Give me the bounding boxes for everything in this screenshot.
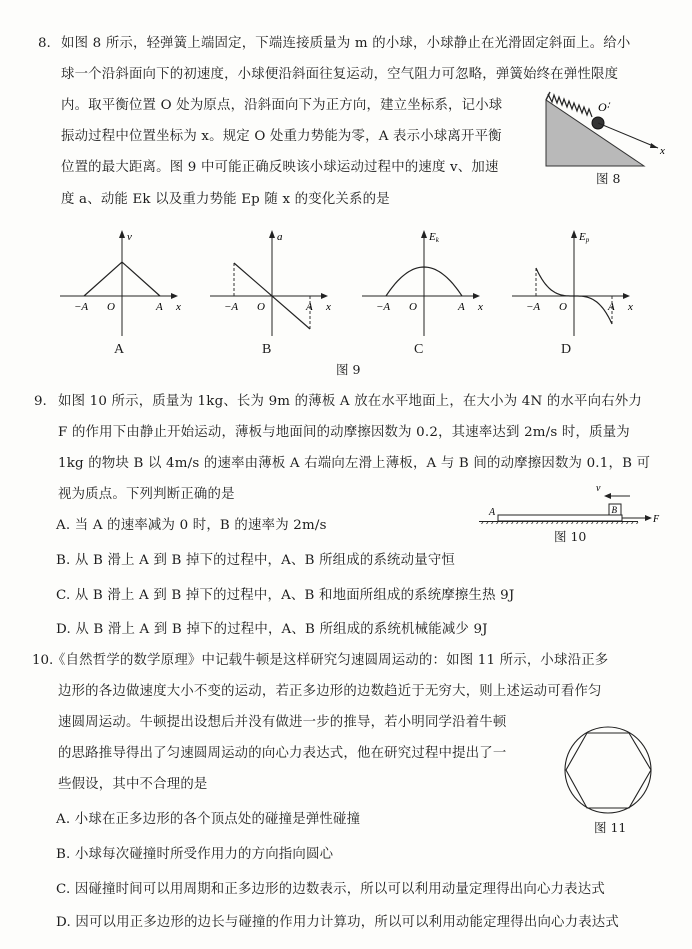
question-text-line: 度 a、动能 Ek 以及重力势能 Ep 随 x 的变化关系的是 (61, 192, 390, 207)
option-label-b: B (262, 342, 272, 357)
x-axis-arrow-icon (171, 293, 178, 299)
question-text-line: 位置的最大距离。图 9 中可能正确反映该小球运动过程中的速度 v、加速 (61, 160, 499, 175)
question-text-line: 边形的各边做速度大小不变的运动，若正多边形的边数趋近于无穷大，则上述运动可看作匀 (58, 684, 602, 699)
option-c: C. 从 B 滑上 A 到 B 掉下的过程中，A、B 和地面所组成的系统摩擦生热 9J (56, 588, 515, 603)
force-arrow-icon (645, 515, 652, 521)
question-text-line: 1kg 的物块 B 以 4m/s 的速率由薄板 A 右端向左滑上薄板，A 与 B 间的动摩擦因数为 0.1，B 可 (58, 456, 651, 471)
hatch-mark (575, 522, 578, 524)
question-text-line: 内。取平衡位置 O 处为原点，沿斜面向下为正方向，建立坐标系，记小球 (61, 98, 503, 113)
question-number: 10. (32, 653, 54, 668)
hatch-mark (610, 522, 613, 524)
option-label-d: D (561, 342, 572, 357)
y-axis-arrow-icon (119, 230, 125, 238)
hatch-mark (620, 522, 623, 524)
option-b: B. 小球每次碰撞时所受作用力的方向指向圆心 (56, 847, 334, 862)
hatch-mark (625, 522, 628, 524)
hatch-mark (525, 522, 528, 524)
hatch-mark (490, 522, 493, 524)
velocity-label: v (596, 483, 601, 494)
hatch-mark (515, 522, 518, 524)
hatch-mark (555, 522, 558, 524)
graph-c (362, 230, 483, 336)
pos-a-tick-label: A (458, 301, 465, 313)
origin-label: O (559, 301, 567, 313)
block-label: B (611, 505, 617, 515)
hatch-mark (530, 522, 533, 524)
question-text-line: 球一个沿斜面向下的初速度，小球便沿斜面往复运动，空气阻力可忽略，弹簧始终在弹性限度 (61, 67, 619, 82)
graph-a (60, 230, 181, 336)
x-axis-label: x (660, 145, 665, 157)
hatch-mark (505, 522, 508, 524)
x-axis-label: x (628, 301, 633, 313)
x-axis-arrow-icon (650, 143, 658, 148)
pos-a-tick-label: A (156, 301, 163, 313)
hatch-mark (520, 522, 523, 524)
question-text-line: 的思路推导得出了匀速圆周运动的向心力表达式，他在研究过程中提出了一 (58, 746, 507, 761)
question-number: 8. (38, 36, 51, 51)
option-d: D. 因可以用正多边形的边长与碰撞的作用力计算功，所以可以利用动能定理得出向心力表达式 (56, 915, 619, 930)
velocity-arrow-icon (604, 493, 611, 499)
hatch-mark (615, 522, 618, 524)
question-text-line: 振动过程中位置坐标为 x。规定 O 处重力势能为零，A 表示小球离开平衡 (61, 129, 502, 144)
hatch-mark (630, 522, 633, 524)
option-label-c: C (414, 342, 424, 357)
ground-hatching (480, 522, 638, 524)
figure-8-caption: 图 8 (596, 171, 621, 186)
hatch-mark (480, 522, 483, 524)
figure-10-plank (476, 482, 666, 524)
question-text-line: 速圆周运动。牛顿提出设想后并没有做进一步的推导，若小明同学沿着牛顿 (58, 715, 507, 730)
equilibrium-marker (608, 102, 610, 108)
hatch-mark (545, 522, 548, 524)
hatch-mark (600, 522, 603, 524)
figure-9-graphs (56, 226, 646, 341)
figure-11-caption: 图 11 (594, 820, 627, 835)
plank-a (498, 515, 622, 521)
x-axis-label: x (176, 301, 181, 313)
hatch-mark (595, 522, 598, 524)
pos-a-tick-label: A (306, 301, 313, 313)
y-axis-arrow-icon (269, 230, 275, 238)
origin-label: O (257, 301, 265, 313)
question-number: 9. (34, 394, 47, 409)
graph-b (210, 230, 331, 336)
plank-label: A (489, 507, 496, 518)
hatch-mark (535, 522, 538, 524)
y-axis-label: a (277, 231, 283, 243)
incline-wedge (546, 100, 644, 166)
figure-10-caption: 图 10 (554, 529, 587, 544)
figure-11-polygon (563, 725, 655, 817)
x-axis-label: x (326, 301, 331, 313)
question-text-line: 视为质点。下列判断正确的是 (58, 487, 235, 502)
neg-a-tick-label: −A (224, 301, 239, 313)
neg-a-tick-label: −A (74, 301, 89, 313)
option-a: A. 小球在正多边形的各个顶点处的碰撞是弹性碰撞 (56, 812, 361, 827)
hexagon (566, 733, 651, 808)
origin-label: O (107, 301, 115, 313)
option-a: A. 当 A 的速率减为 0 时，B 的速率为 2m/s (56, 518, 327, 533)
y-axis-label: Ek (429, 231, 439, 244)
option-b: B. 从 B 滑上 A 到 B 掉下的过程中，A、B 所组成的系统动量守恒 (56, 553, 456, 568)
hatch-mark (590, 522, 593, 524)
option-d: D. 从 B 滑上 A 到 B 掉下的过程中，A、B 所组成的系统机械能减少 9J (56, 622, 488, 637)
question-text-line: 如图 8 所示，轻弹簧上端固定，下端连接质量为 m 的小球，小球静止在光滑固定斜面上。给小 (61, 36, 631, 51)
pos-a-tick-label: A (608, 301, 615, 313)
y-axis-arrow-icon (421, 230, 427, 238)
question-text-line: 《自然哲学的数学原理》中记载牛顿是这样研究匀速圆周运动的：如图 11 所示，小球沿正多 (52, 653, 609, 668)
option-c: C. 因碰撞时间可以用周期和正多边形的边数表示，所以可以利用动量定理得出向心力表达式 (56, 882, 605, 897)
origin-label: O (409, 301, 417, 313)
circle (565, 727, 651, 813)
y-axis-label: Ep (579, 231, 590, 244)
point-o-label: O (598, 100, 607, 114)
x-axis-label: x (478, 301, 483, 313)
figure-9-caption: 图 9 (336, 362, 361, 377)
question-text-line: 如图 10 所示，质量为 1kg、长为 9m 的薄板 A 放在水平地面上，在大小为 4N 的水平向右外力 (58, 394, 642, 409)
y-axis-arrow-icon (571, 230, 577, 238)
hatch-mark (500, 522, 503, 524)
hatch-mark (565, 522, 568, 524)
force-label: F (653, 514, 660, 524)
x-axis-arrow-icon (473, 293, 480, 299)
hatch-mark (635, 522, 638, 524)
question-text-line: F 的作用下由静止开始运动，薄板与地面间的动摩擦因数为 0.2，其速率达到 2m/s 时，质量为 (58, 425, 630, 440)
hatch-mark (485, 522, 488, 524)
graph-d (512, 230, 633, 336)
hatch-mark (585, 522, 588, 524)
neg-a-tick-label: −A (376, 301, 391, 313)
hatch-mark (550, 522, 553, 524)
hatch-mark (510, 522, 513, 524)
option-label-a: A (114, 342, 125, 357)
y-axis-label: v (127, 231, 132, 243)
hatch-mark (495, 522, 498, 524)
question-text-line: 些假设，其中不合理的是 (58, 777, 208, 792)
x-axis-arrow-icon (623, 293, 630, 299)
hatch-mark (540, 522, 543, 524)
hatch-mark (570, 522, 573, 524)
neg-a-tick-label: −A (526, 301, 541, 313)
hatch-mark (560, 522, 563, 524)
x-axis-arrow-icon (321, 293, 328, 299)
hatch-mark (580, 522, 583, 524)
hatch-mark (605, 522, 608, 524)
